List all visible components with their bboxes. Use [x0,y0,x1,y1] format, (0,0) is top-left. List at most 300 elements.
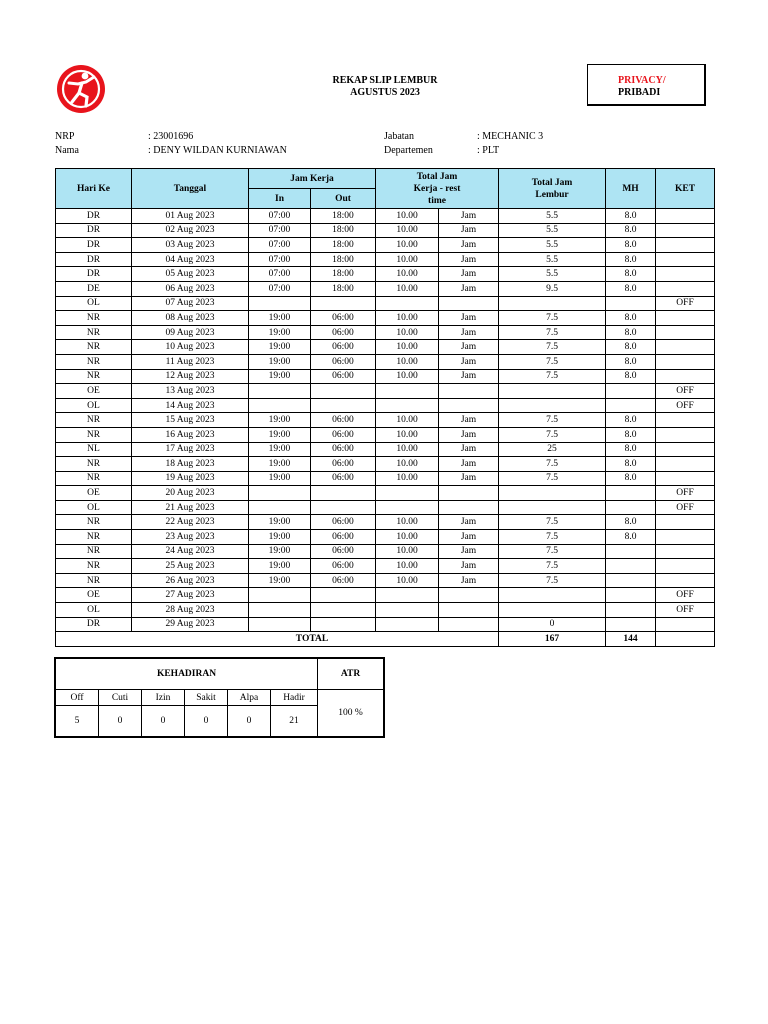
table-row [56,471,715,486]
cell-unit: Jam [439,544,499,559]
cell-total-jam-lembur: 9.5 [499,281,606,296]
cell-in: 19:00 [249,530,311,545]
cell-total-jam-lembur: 7.5 [499,325,606,340]
table-row [56,515,715,530]
cell-mh: 8.0 [606,442,656,457]
cell-unit: Jam [439,354,499,369]
kehadiran-value-cuti: 0 [99,706,142,737]
cell-unit: Jam [439,457,499,472]
attendance-table [55,658,384,737]
cell-unit: Jam [439,311,499,326]
cell-out: 06:00 [311,340,376,355]
cell-ket [656,209,715,224]
cell-out: 06:00 [311,369,376,384]
table-row [56,442,715,457]
cell-ket: OFF [656,296,715,311]
cell-total-jam-lembur: 7.5 [499,311,606,326]
cell-total-jam-lembur [499,603,606,618]
cell-total-jam-kerja: 10.00 [376,340,439,355]
table-body [56,209,715,632]
cell-unit: Jam [439,515,499,530]
cell-out: 18:00 [311,223,376,238]
cell-unit: Jam [439,252,499,267]
table-row [56,603,715,618]
cell-tanggal: 18 Aug 2023 [132,457,249,472]
cell-hari-ke: NR [56,573,132,588]
cell-tanggal: 05 Aug 2023 [132,267,249,282]
nama-value: : DENY WILDAN KURNIAWAN [148,145,287,156]
cell-total-jam-kerja: 10.00 [376,209,439,224]
cell-total-jam-lembur: 7.5 [499,515,606,530]
cell-mh: 8.0 [606,427,656,442]
cell-total-jam-kerja [376,296,439,311]
cell-ket [656,325,715,340]
cell-mh: 8.0 [606,457,656,472]
cell-total-jam-lembur: 5.5 [499,238,606,253]
cell-unit: Jam [439,267,499,282]
title-line-1: REKAP SLIP LEMBUR [332,75,438,86]
cell-mh: 8.0 [606,311,656,326]
cell-out: 18:00 [311,281,376,296]
cell-unit: Jam [439,238,499,253]
cell-mh: 8.0 [606,354,656,369]
table-row [56,500,715,515]
cell-total-jam-kerja: 10.00 [376,573,439,588]
cell-hari-ke: OL [56,603,132,618]
cell-total-jam-lembur [499,500,606,515]
cell-total-jam-lembur: 7.5 [499,413,606,428]
cell-unit: Jam [439,223,499,238]
table-row [56,544,715,559]
cell-unit [439,588,499,603]
cell-out: 06:00 [311,442,376,457]
employee-info-left [55,130,287,158]
cell-hari-ke: NR [56,325,132,340]
cell-tanggal: 15 Aug 2023 [132,413,249,428]
cell-hari-ke: OE [56,486,132,501]
cell-ket [656,471,715,486]
cell-ket [656,252,715,267]
cell-tanggal: 11 Aug 2023 [132,354,249,369]
col-ket: KET [656,169,715,209]
cell-tanggal: 09 Aug 2023 [132,325,249,340]
cell-total-jam-kerja: 10.00 [376,544,439,559]
cell-tanggal: 28 Aug 2023 [132,603,249,618]
cell-ket [656,530,715,545]
col-jam-kerja: Jam Kerja [249,169,376,189]
cell-total-jam-lembur: 7.5 [499,559,606,574]
cell-total-jam-kerja [376,486,439,501]
overtime-table [55,168,715,647]
col-total-jam-kerja: Total Jam Kerja - rest time [376,169,499,209]
cell-out: 06:00 [311,427,376,442]
cell-total-jam-lembur: 5.5 [499,209,606,224]
table-row [56,311,715,326]
cell-mh [606,486,656,501]
cell-total-jam-lembur: 7.5 [499,340,606,355]
cell-unit: Jam [439,281,499,296]
cell-hari-ke: NR [56,530,132,545]
nrp-value: : 23001696 [148,131,194,142]
cell-mh: 8.0 [606,238,656,253]
cell-unit [439,500,499,515]
cell-hari-ke: OE [56,588,132,603]
cell-hari-ke: OL [56,500,132,515]
cell-tanggal: 17 Aug 2023 [132,442,249,457]
title-line-2: AGUSTUS 2023 [350,87,420,98]
cell-hari-ke: OL [56,296,132,311]
cell-in: 07:00 [249,223,311,238]
cell-mh [606,296,656,311]
cell-total-jam-kerja [376,588,439,603]
cell-total-jam-kerja: 10.00 [376,413,439,428]
table-row [56,384,715,399]
cell-total-jam-lembur: 7.5 [499,544,606,559]
table-row [56,588,715,603]
cell-total-jam-kerja: 10.00 [376,252,439,267]
cell-in: 07:00 [249,238,311,253]
cell-unit: Jam [439,573,499,588]
cell-tanggal: 25 Aug 2023 [132,559,249,574]
cell-in [249,296,311,311]
table-row [56,413,715,428]
privacy-label: PRIVACY/ [618,75,666,86]
cell-ket [656,311,715,326]
cell-out: 06:00 [311,413,376,428]
cell-hari-ke: NR [56,340,132,355]
cell-ket [656,223,715,238]
cell-ket: OFF [656,603,715,618]
kehadiran-value-off: 5 [56,706,99,737]
cell-total-jam-lembur: 7.5 [499,457,606,472]
cell-total-jam-kerja: 10.00 [376,311,439,326]
departemen-label: Departemen [384,145,433,156]
cell-in: 07:00 [249,252,311,267]
cell-out: 06:00 [311,559,376,574]
cell-unit [439,617,499,632]
cell-out: 06:00 [311,311,376,326]
cell-tanggal: 02 Aug 2023 [132,223,249,238]
cell-mh [606,398,656,413]
cell-tanggal: 08 Aug 2023 [132,311,249,326]
cell-total-jam-lembur: 5.5 [499,267,606,282]
col-in: In [249,189,311,209]
cell-tanggal: 04 Aug 2023 [132,252,249,267]
cell-hari-ke: DR [56,617,132,632]
table-row [56,427,715,442]
cell-total-jam-kerja: 10.00 [376,442,439,457]
cell-unit: Jam [439,530,499,545]
kehadiran-label-izin: Izin [142,690,185,706]
cell-in: 19:00 [249,457,311,472]
cell-total-jam-lembur: 7.5 [499,427,606,442]
cell-hari-ke: NR [56,457,132,472]
cell-tanggal: 07 Aug 2023 [132,296,249,311]
cell-mh [606,603,656,618]
cell-total-jam-lembur [499,486,606,501]
cell-hari-ke: NR [56,369,132,384]
cell-mh [606,573,656,588]
cell-in: 19:00 [249,559,311,574]
cell-out [311,588,376,603]
cell-ket [656,573,715,588]
table-row [56,369,715,384]
cell-hari-ke: NR [56,544,132,559]
atr-value: 100 % [318,690,384,737]
cell-in: 19:00 [249,573,311,588]
cell-ket [656,281,715,296]
table-row [56,457,715,472]
cell-out [311,500,376,515]
total-label: TOTAL [249,632,376,647]
cell-unit: Jam [439,559,499,574]
cell-hari-ke: NR [56,413,132,428]
cell-mh [606,544,656,559]
cell-in: 19:00 [249,544,311,559]
cell-total-jam-kerja: 10.00 [376,369,439,384]
cell-total-jam-kerja: 10.00 [376,515,439,530]
cell-total-jam-kerja [376,500,439,515]
cell-hari-ke: NR [56,559,132,574]
kehadiran-value-alpa: 0 [228,706,271,737]
cell-unit: Jam [439,427,499,442]
company-logo-icon [56,64,106,114]
cell-total-jam-lembur [499,296,606,311]
table-row [56,281,715,296]
cell-unit [439,384,499,399]
cell-unit [439,486,499,501]
cell-in: 19:00 [249,325,311,340]
cell-unit: Jam [439,340,499,355]
cell-mh [606,617,656,632]
cell-in [249,603,311,618]
cell-out: 18:00 [311,238,376,253]
cell-out [311,603,376,618]
table-row [56,340,715,355]
cell-total-jam-kerja: 10.00 [376,223,439,238]
cell-in: 19:00 [249,354,311,369]
cell-in [249,486,311,501]
table-row [56,398,715,413]
cell-total-jam-lembur [499,588,606,603]
cell-out [311,486,376,501]
cell-total-jam-lembur [499,384,606,399]
cell-hari-ke: DR [56,252,132,267]
cell-mh: 8.0 [606,325,656,340]
cell-mh: 8.0 [606,267,656,282]
nama-label: Nama [55,145,79,156]
departemen-value: : PLT [477,145,500,156]
cell-mh [606,559,656,574]
cell-hari-ke: NR [56,515,132,530]
cell-mh: 8.0 [606,209,656,224]
cell-hari-ke: NR [56,427,132,442]
col-mh: MH [606,169,656,209]
cell-total-jam-kerja: 10.00 [376,325,439,340]
cell-unit: Jam [439,209,499,224]
cell-hari-ke: NR [56,311,132,326]
cell-ket [656,354,715,369]
cell-tanggal: 10 Aug 2023 [132,340,249,355]
cell-hari-ke: DE [56,281,132,296]
cell-mh [606,500,656,515]
cell-mh: 8.0 [606,340,656,355]
cell-unit: Jam [439,471,499,486]
nrp-label: NRP [55,131,75,142]
cell-tanggal: 23 Aug 2023 [132,530,249,545]
cell-hari-ke: OL [56,398,132,413]
cell-unit [439,603,499,618]
cell-ket [656,442,715,457]
cell-out [311,398,376,413]
cell-total-jam-kerja [376,384,439,399]
cell-tanggal: 06 Aug 2023 [132,281,249,296]
cell-mh: 8.0 [606,413,656,428]
cell-total-jam-kerja: 10.00 [376,238,439,253]
kehadiran-label-cuti: Cuti [99,690,142,706]
cell-ket [656,340,715,355]
cell-tanggal: 01 Aug 2023 [132,209,249,224]
cell-ket: OFF [656,398,715,413]
cell-total-jam-lembur: 7.5 [499,530,606,545]
kehadiran-value-izin: 0 [142,706,185,737]
cell-in: 19:00 [249,369,311,384]
cell-ket [656,267,715,282]
cell-ket [656,515,715,530]
cell-in: 19:00 [249,442,311,457]
cell-tanggal: 03 Aug 2023 [132,238,249,253]
cell-unit: Jam [439,369,499,384]
cell-out: 18:00 [311,267,376,282]
cell-in [249,588,311,603]
cell-in: 19:00 [249,413,311,428]
col-hari-ke: Hari Ke [56,169,132,209]
cell-in: 07:00 [249,209,311,224]
cell-mh: 8.0 [606,252,656,267]
cell-mh [606,588,656,603]
cell-tanggal: 22 Aug 2023 [132,515,249,530]
cell-tanggal: 26 Aug 2023 [132,573,249,588]
cell-hari-ke: NL [56,442,132,457]
cell-total-jam-lembur: 7.5 [499,471,606,486]
pribadi-label: PRIBADI [618,87,661,98]
cell-tanggal: 14 Aug 2023 [132,398,249,413]
col-tanggal: Tanggal [132,169,249,209]
table-row [56,354,715,369]
cell-unit [439,296,499,311]
cell-mh: 8.0 [606,369,656,384]
cell-in [249,384,311,399]
cell-total-jam-lembur: 25 [499,442,606,457]
total-row [56,632,715,647]
cell-ket [656,617,715,632]
kehadiran-label-sakit: Sakit [185,690,228,706]
cell-total-jam-kerja: 10.00 [376,267,439,282]
cell-total-jam-kerja [376,398,439,413]
cell-total-jam-kerja: 10.00 [376,471,439,486]
kehadiran-title: KEHADIRAN [56,659,318,690]
cell-in [249,500,311,515]
cell-ket [656,544,715,559]
cell-in: 07:00 [249,281,311,296]
privacy-box [587,64,706,106]
cell-hari-ke: NR [56,471,132,486]
cell-hari-ke: DR [56,223,132,238]
cell-tanggal: 29 Aug 2023 [132,617,249,632]
kehadiran-value-sakit: 0 [185,706,228,737]
cell-out: 18:00 [311,252,376,267]
table-row [56,486,715,501]
kehadiran-label-hadir: Hadir [271,690,318,706]
cell-out: 06:00 [311,325,376,340]
atr-label: ATR [318,659,384,690]
cell-in: 19:00 [249,471,311,486]
cell-hari-ke: DR [56,209,132,224]
cell-ket [656,238,715,253]
table-row [56,296,715,311]
cell-tanggal: 20 Aug 2023 [132,486,249,501]
cell-out: 06:00 [311,471,376,486]
table-row [56,530,715,545]
table-row [56,325,715,340]
cell-out: 06:00 [311,354,376,369]
cell-mh: 8.0 [606,281,656,296]
cell-ket [656,559,715,574]
cell-unit: Jam [439,442,499,457]
cell-out: 06:00 [311,530,376,545]
cell-mh: 8.0 [606,471,656,486]
table-row [56,617,715,632]
total-lembur: 167 [499,632,606,647]
total-mh: 144 [606,632,656,647]
cell-ket: OFF [656,500,715,515]
cell-total-jam-kerja: 10.00 [376,354,439,369]
table-row [56,267,715,282]
cell-ket: OFF [656,486,715,501]
cell-unit [439,398,499,413]
cell-ket [656,427,715,442]
cell-hari-ke: DR [56,238,132,253]
kehadiran-label-off: Off [56,690,99,706]
col-total-jam-lembur: Total Jam Lembur [499,169,606,209]
cell-total-jam-lembur: 5.5 [499,223,606,238]
cell-out: 06:00 [311,457,376,472]
table-row [56,238,715,253]
table-row [56,573,715,588]
cell-in [249,398,311,413]
cell-mh: 8.0 [606,515,656,530]
cell-total-jam-lembur: 7.5 [499,573,606,588]
cell-in: 19:00 [249,311,311,326]
cell-hari-ke: DR [56,267,132,282]
cell-total-jam-kerja: 10.00 [376,530,439,545]
cell-ket: OFF [656,588,715,603]
cell-in: 19:00 [249,515,311,530]
cell-tanggal: 12 Aug 2023 [132,369,249,384]
cell-unit: Jam [439,325,499,340]
cell-out [311,384,376,399]
cell-out [311,296,376,311]
kehadiran-label-alpa: Alpa [228,690,271,706]
cell-out: 18:00 [311,209,376,224]
cell-tanggal: 27 Aug 2023 [132,588,249,603]
cell-tanggal: 19 Aug 2023 [132,471,249,486]
employee-info-right [384,130,543,158]
table-row [56,559,715,574]
cell-total-jam-kerja [376,603,439,618]
cell-total-jam-lembur: 0 [499,617,606,632]
table-row [56,209,715,224]
